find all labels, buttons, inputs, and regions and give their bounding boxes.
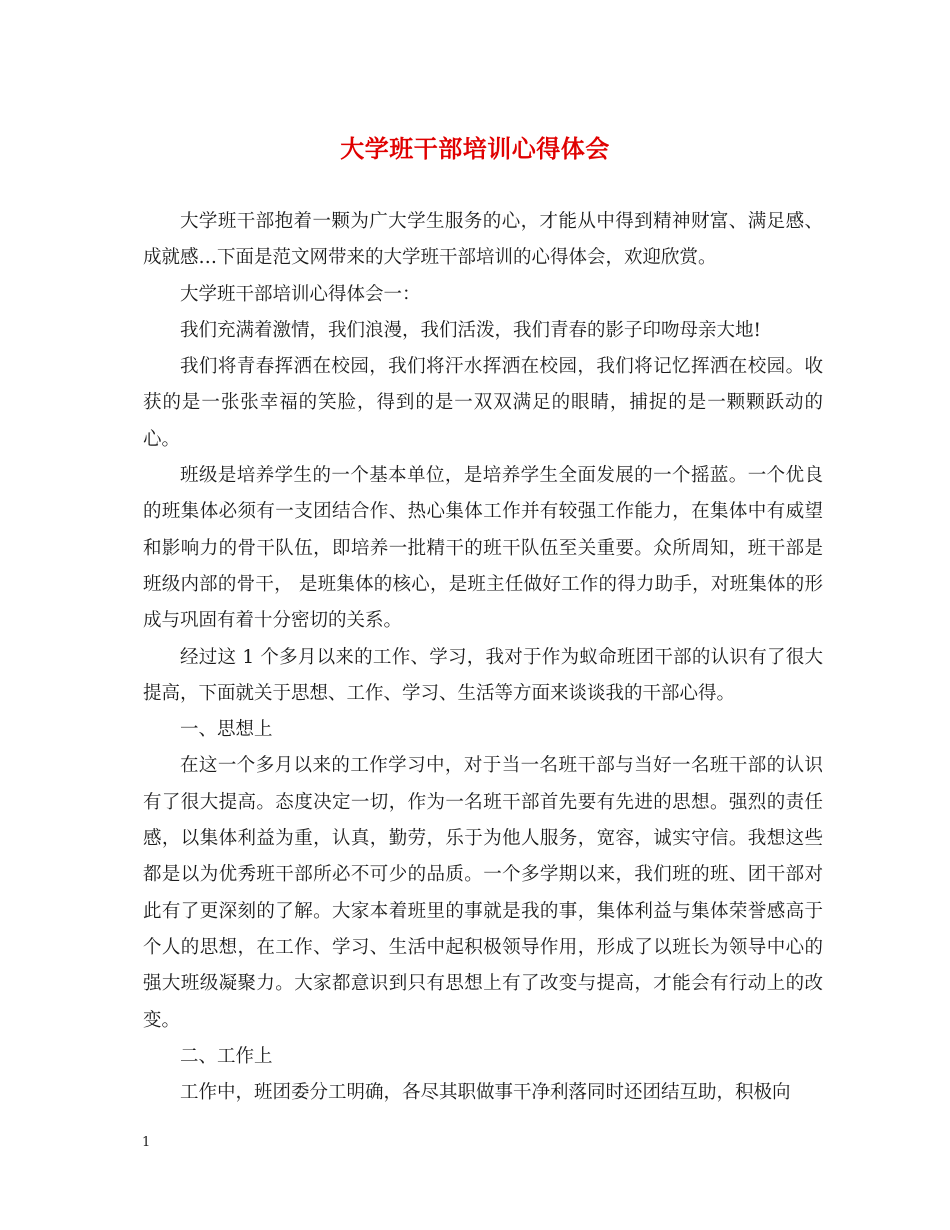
heading-work: 二、工作上 [180, 1045, 273, 1067]
paragraph: 班级是培养学生的一个基本单位，是培养学生全面发展的一个摇蓝。一个优良的班集体必须有一支团结合作、热心集体工作并有较强工作能力，在集体中有威望和影响力的骨干队伍，即培养一批精干的班干队伍至关重要。众所周知，班干部是班级内部的骨干， 是班集体的核心，是班主任做好工作的得力助手，对班集体的形成与巩固有着十分密切的关系。 [143, 465, 823, 632]
paragraph: 工作中，班团委分工明确，各尽其职做事干净利落同时还团结互助，积极向 [180, 1082, 791, 1104]
paragraph: 我们将青春挥洒在校园，我们将汗水挥洒在校园，我们将记忆挥洒在校园。收获的是一张张幸福的笑脸，得到的是一双双满足的眼睛，捕捉的是一颗颗跃动的心。 [143, 356, 823, 450]
heading-thought: 一、思想上 [180, 719, 273, 741]
paragraph-section-heading: 大学班干部培训心得体会一： [180, 283, 421, 305]
page-number: 1 [142, 1135, 151, 1150]
paragraph: 在这一个多月以来的工作学习中，对于当一名班干部与当好一名班干部的认识有了很大提高。态度决定一切，作为一名班干部首先要有先进的思想。强烈的责任感，以集体利益为重，认真，勤劳，乐于为他人服务，宽容，诚实守信。我想这些都是以为优秀班干部所必不可少的品质。一个多学期以来，我们班的班、团干部对此有了更深刻的了解。大家本着班里的事就是我的事，集体利益与集体荣誉感高于个人的思想，在工作、学习、生活中起积极领导作用，形成了以班长为领导中心的强大班级凝聚力。大家都意识到只有思想上有了改变与提高，才能会有行动上的改变。 [143, 755, 823, 1031]
paragraph-intro: 大学班干部抱着一颗为广大学生服务的心，才能从中得到精神财富、满足感、成就感…下面是范文网带来的大学班干部培训的心得体会，欢迎欣赏。 [143, 211, 823, 269]
document-title: 大学班干部培训心得体会 [340, 134, 610, 163]
paragraph: 经过这 1 个多月以来的工作、学习，我对于作为蚁命班团干部的认识有了很大提高，下面就关于思想、工作、学习、生活等方面来谈谈我的干部心得。 [143, 646, 823, 704]
document-body [143, 204, 823, 1111]
paragraph: 我们充满着激情，我们浪漫，我们活泼，我们青春的影子印吻母亲大地! [180, 319, 761, 341]
